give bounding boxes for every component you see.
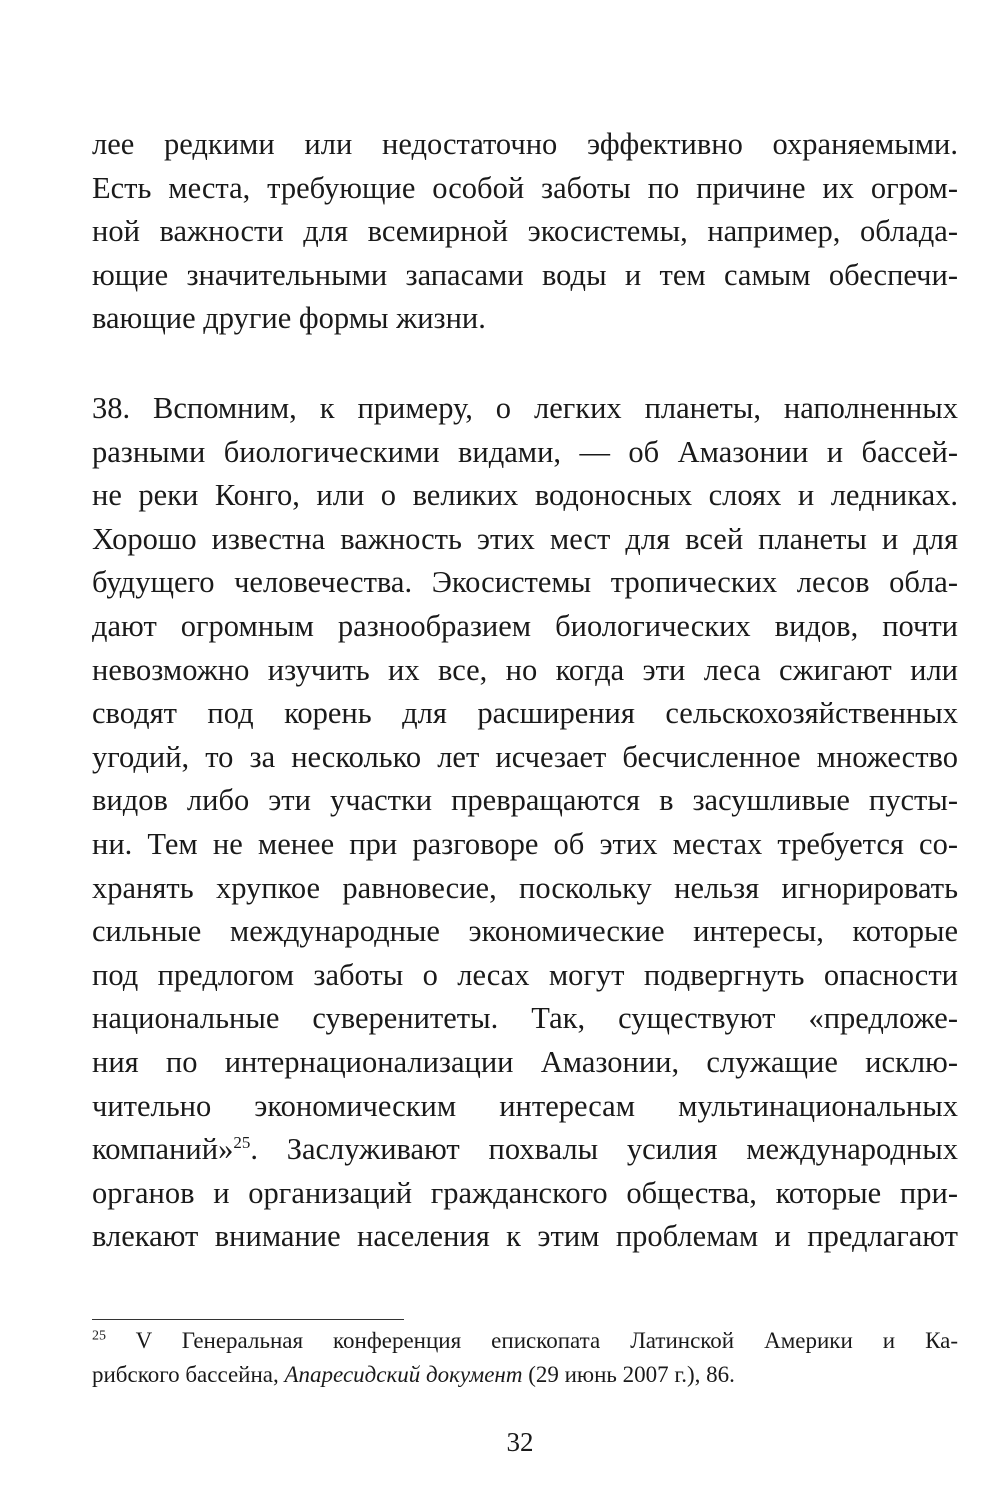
text-segment: рибского бассейна, — [92, 1362, 285, 1387]
paragraph-38 — [92, 387, 958, 1259]
footnote-number: 25 — [92, 1328, 106, 1344]
document-title: Апаресидский документ — [284, 1362, 523, 1387]
text-line: сильные международные экономические интересы, которые — [92, 914, 958, 949]
text-line: не реки Конго, или о великих водоносных слоях и ледниках. — [92, 478, 958, 513]
footnote-reference[interactable]: 25 — [233, 1132, 251, 1152]
text-line: угодий, то за несколько лет исчезает бесчисленное множество — [92, 739, 958, 774]
text-segment: . Заслуживают похвалы усилия международных — [250, 1132, 958, 1167]
text-line: ни. Тем не менее при разговоре об этих местах требуется со- — [92, 826, 958, 861]
text-line: ной важности для всемирной экосистемы, например, облада- — [92, 214, 958, 249]
text-line: органов и организаций гражданского общества, которые при- — [92, 1175, 958, 1210]
text-segment: (29 июнь 2007 г.), 86. — [522, 1362, 735, 1387]
text-line: разными биологическими видами, — об Амазонии и бассей- — [92, 434, 958, 469]
text-line: Есть места, требующие особой заботы по причине их огром- — [92, 170, 958, 205]
text-line: Хорошо известна важность этих мест для всей планеты и для — [92, 521, 958, 556]
footnote-separator — [92, 1319, 404, 1320]
text-line: сводят под корень для расширения сельскохозяйственных — [92, 696, 958, 731]
footnote — [92, 1324, 958, 1392]
page-number: 32 — [506, 1427, 534, 1457]
text-line: видов либо эти участки превращаются в засушливые пусты- — [92, 783, 958, 818]
text-line: вающие другие формы жизни. — [92, 301, 486, 336]
text-segment: компаний» — [92, 1132, 234, 1167]
text-line: ния по интернационализации Амазонии, служащие исклю- — [92, 1044, 958, 1079]
paragraph-continuation — [92, 123, 958, 341]
text-line: национальные суверенитеты. Так, существуют «предложе- — [92, 1001, 958, 1036]
text-line: влекают внимание населения к этим проблемам и предлагают — [92, 1219, 958, 1254]
footnote-line — [92, 1358, 958, 1392]
text-segment: V Генеральная конференция епископата Латинской Америки и Ка- — [106, 1328, 958, 1353]
text-line: невозможно изучить их все, но когда эти леса сжигают или — [92, 652, 958, 687]
text-line: будущего человечества. Экосистемы тропических лесов обла- — [92, 565, 958, 600]
text-line: дают огромным разнообразием биологических видов, почти — [92, 608, 958, 643]
footnote-line — [92, 1324, 958, 1358]
text-line: ющие значительными запасами воды и тем самым обеспечи- — [92, 257, 958, 292]
text-line-with-footnote-ref — [92, 1128, 958, 1172]
text-line: лее редкими или недостаточно эффективно охраняемыми. — [92, 127, 958, 161]
text-line: 38. Вспомним, к примеру, о легких планеты, наполненных — [92, 391, 958, 425]
text-line: чительно экономическим интересам мультинациональных — [92, 1088, 958, 1123]
text-line: хранять хрупкое равновесие, поскольку нельзя игнорировать — [92, 870, 958, 905]
text-line: под предлогом заботы о лесах могут подвергнуть опасности — [92, 957, 958, 992]
